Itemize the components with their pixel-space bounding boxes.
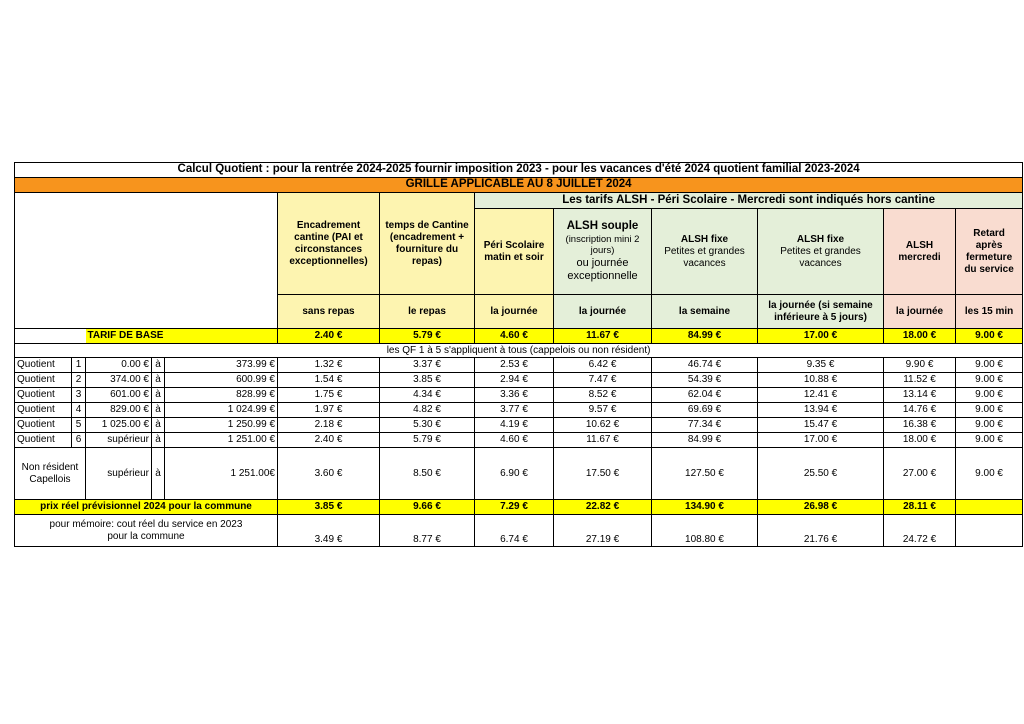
table-cell: 46.74 € <box>652 358 758 373</box>
table-cell: 25.50 € <box>758 448 884 500</box>
quotient-from: supérieur <box>86 433 152 448</box>
table-cell: 17.00 € <box>758 433 884 448</box>
non-resident-to: 1 251.00€ <box>165 448 278 500</box>
table-cell: 27.00 € <box>884 448 956 500</box>
table-cell: 6.90 € <box>475 448 554 500</box>
table-cell: 9.00 € <box>956 448 1023 500</box>
quotient-to: 600.99 € <box>165 373 278 388</box>
non-resident-from: supérieur <box>86 448 152 500</box>
table-cell: 4.60 € <box>475 433 554 448</box>
table-cell: 13.94 € <box>758 403 884 418</box>
quotient-label: Quotient <box>15 433 72 448</box>
table-cell: 62.04 € <box>652 388 758 403</box>
quotient-to: 373.99 € <box>165 358 278 373</box>
table-cell: 5.30 € <box>380 418 475 433</box>
table-cell: 10.88 € <box>758 373 884 388</box>
tarif-value: 11.67 € <box>554 329 652 344</box>
quotient-num: 4 <box>72 403 86 418</box>
quotient-a: à <box>152 433 165 448</box>
table-cell: 13.14 € <box>884 388 956 403</box>
unit-fixe-journee: la journée (si semaine inférieure à 5 jours) <box>758 295 884 329</box>
tarif-value: 2.40 € <box>278 329 380 344</box>
table-cell: 17.50 € <box>554 448 652 500</box>
quotient-num: 3 <box>72 388 86 403</box>
tarif-value: 5.79 € <box>380 329 475 344</box>
table-cell: 3.49 € <box>278 515 380 547</box>
table-cell: 77.34 € <box>652 418 758 433</box>
col-peri-header: Péri Scolaire matin et soir <box>475 209 554 295</box>
table-cell: 134.90 € <box>652 500 758 515</box>
table-cell: 28.11 € <box>884 500 956 515</box>
quotient-from: 374.00 € <box>86 373 152 388</box>
quotient-a: à <box>152 388 165 403</box>
quotient-label: Quotient <box>15 403 72 418</box>
tarif-base-label: TARIF DE BASE <box>86 329 278 344</box>
prix-reel-row <box>15 500 1023 515</box>
unit-fixe-semaine: la semaine <box>652 295 758 329</box>
tarif-value: 9.00 € <box>956 329 1023 344</box>
unit-encadrement: sans repas <box>278 295 380 329</box>
col-cantine-header: temps de Cantine (encadrement + fourniture du repas) <box>380 193 475 295</box>
quotient-num: 5 <box>72 418 86 433</box>
table-cell: 3.77 € <box>475 403 554 418</box>
table-cell: 84.99 € <box>652 433 758 448</box>
table-cell: 1.32 € <box>278 358 380 373</box>
table-cell: 1.75 € <box>278 388 380 403</box>
tarif-value: 18.00 € <box>884 329 956 344</box>
table-cell: 1.97 € <box>278 403 380 418</box>
table-cell: 9.00 € <box>956 388 1023 403</box>
table-cell: 4.34 € <box>380 388 475 403</box>
table-cell: 69.69 € <box>652 403 758 418</box>
tarifs-table <box>14 162 1023 547</box>
table-cell: 9.00 € <box>956 358 1023 373</box>
col-fixe-semaine-header: ALSH fixe Petites et grandes vacances <box>652 209 758 295</box>
table-cell: 18.00 € <box>884 433 956 448</box>
quotient-label: Quotient <box>15 373 72 388</box>
table-row <box>15 403 1023 418</box>
table-cell: 9.90 € <box>884 358 956 373</box>
table-cell: 3.36 € <box>475 388 554 403</box>
col-encadrement-header: Encadrement cantine (PAI et circonstances exceptionnelles) <box>278 193 380 295</box>
table-cell: 54.39 € <box>652 373 758 388</box>
table-cell: 2.40 € <box>278 433 380 448</box>
non-resident-a: à <box>152 448 165 500</box>
table-cell: 11.67 € <box>554 433 652 448</box>
quotient-num: 1 <box>72 358 86 373</box>
quotient-a: à <box>152 418 165 433</box>
quotient-num: 2 <box>72 373 86 388</box>
table-row <box>15 358 1023 373</box>
unit-retard: les 15 min <box>956 295 1023 329</box>
table-cell <box>956 515 1023 547</box>
quotient-a: à <box>152 373 165 388</box>
table-cell: 7.47 € <box>554 373 652 388</box>
table-cell: 12.41 € <box>758 388 884 403</box>
quotient-label: Quotient <box>15 388 72 403</box>
table-cell: 2.18 € <box>278 418 380 433</box>
table-cell: 9.00 € <box>956 373 1023 388</box>
quotient-to: 828.99 € <box>165 388 278 403</box>
table-cell: 4.19 € <box>475 418 554 433</box>
table-cell: 8.52 € <box>554 388 652 403</box>
quotient-from: 0.00 € <box>86 358 152 373</box>
alsh-header: Les tarifs ALSH - Péri Scolaire - Mercredi sont indiqués hors cantine <box>475 193 1023 209</box>
table-cell: 3.85 € <box>380 373 475 388</box>
qf-note: les QF 1 à 5 s'appliquent à tous (cappelois ou non résident) <box>15 344 1023 358</box>
quotient-to: 1 251.00 € <box>165 433 278 448</box>
table-cell: 9.35 € <box>758 358 884 373</box>
table-cell: 6.42 € <box>554 358 652 373</box>
non-resident-row <box>15 448 1023 500</box>
tarif-value: 4.60 € <box>475 329 554 344</box>
table-cell: 3.85 € <box>278 500 380 515</box>
quotient-from: 829.00 € <box>86 403 152 418</box>
table-row <box>15 373 1023 388</box>
tarif-base-row <box>15 329 1023 344</box>
quotient-to: 1 250.99 € <box>165 418 278 433</box>
table-cell: 127.50 € <box>652 448 758 500</box>
table-cell: 108.80 € <box>652 515 758 547</box>
tarif-value: 84.99 € <box>652 329 758 344</box>
quotient-a: à <box>152 403 165 418</box>
table-cell: 9.66 € <box>380 500 475 515</box>
table-cell: 22.82 € <box>554 500 652 515</box>
table-cell: 7.29 € <box>475 500 554 515</box>
table-cell: 14.76 € <box>884 403 956 418</box>
table-cell: 1.54 € <box>278 373 380 388</box>
col-souple-header: ALSH souple (inscription mini 2 jours) ou journée exceptionnelle <box>554 209 652 295</box>
table-cell: 3.60 € <box>278 448 380 500</box>
unit-mercredi: la journée <box>884 295 956 329</box>
memoire-row <box>15 515 1023 547</box>
table-cell: 8.50 € <box>380 448 475 500</box>
unit-peri: la journée <box>475 295 554 329</box>
table-cell: 27.19 € <box>554 515 652 547</box>
col-retard-header: Retard après fermeture du service <box>956 209 1023 295</box>
table-row <box>15 388 1023 403</box>
table-cell <box>956 500 1023 515</box>
table-cell: 6.74 € <box>475 515 554 547</box>
quotient-to: 1 024.99 € <box>165 403 278 418</box>
table-cell: 3.37 € <box>380 358 475 373</box>
empty-corner <box>15 193 278 329</box>
table-cell: 10.62 € <box>554 418 652 433</box>
quotient-num: 6 <box>72 433 86 448</box>
table-cell: 9.00 € <box>956 433 1023 448</box>
table-row <box>15 433 1023 448</box>
table-cell: 8.77 € <box>380 515 475 547</box>
grille-banner: GRILLE APPLICABLE AU 8 JUILLET 2024 <box>15 178 1023 193</box>
table-row <box>15 418 1023 433</box>
table-cell: 21.76 € <box>758 515 884 547</box>
quotient-a: à <box>152 358 165 373</box>
table-cell: 9.57 € <box>554 403 652 418</box>
unit-souple: la journée <box>554 295 652 329</box>
memoire-label: pour mémoire: cout réel du service en 2023 pour la commune <box>15 515 278 547</box>
table-cell: 9.00 € <box>956 403 1023 418</box>
table-cell: 26.98 € <box>758 500 884 515</box>
table-cell: 2.53 € <box>475 358 554 373</box>
table-cell: 24.72 € <box>884 515 956 547</box>
prix-reel-label: prix réel prévisionnel 2024 pour la commune <box>15 500 278 515</box>
table-cell: 16.38 € <box>884 418 956 433</box>
quotient-from: 1 025.00 € <box>86 418 152 433</box>
table-cell: 9.00 € <box>956 418 1023 433</box>
table-cell: 2.94 € <box>475 373 554 388</box>
quotient-label: Quotient <box>15 418 72 433</box>
quotient-from: 601.00 € <box>86 388 152 403</box>
quotient-label: Quotient <box>15 358 72 373</box>
col-fixe-journee-header: ALSH fixe Petites et grandes vacances <box>758 209 884 295</box>
unit-cantine: le repas <box>380 295 475 329</box>
col-mercredi-header: ALSH mercredi <box>884 209 956 295</box>
table-title: Calcul Quotient : pour la rentrée 2024-2025 fournir imposition 2023 - pour les vacances d'été 2024 quotient familial 2023-2024 <box>15 163 1023 178</box>
table-cell: 4.82 € <box>380 403 475 418</box>
tarif-value: 17.00 € <box>758 329 884 344</box>
table-cell: 11.52 € <box>884 373 956 388</box>
non-resident-label: Non résident Capellois <box>15 448 86 500</box>
table-cell: 5.79 € <box>380 433 475 448</box>
table-cell: 15.47 € <box>758 418 884 433</box>
